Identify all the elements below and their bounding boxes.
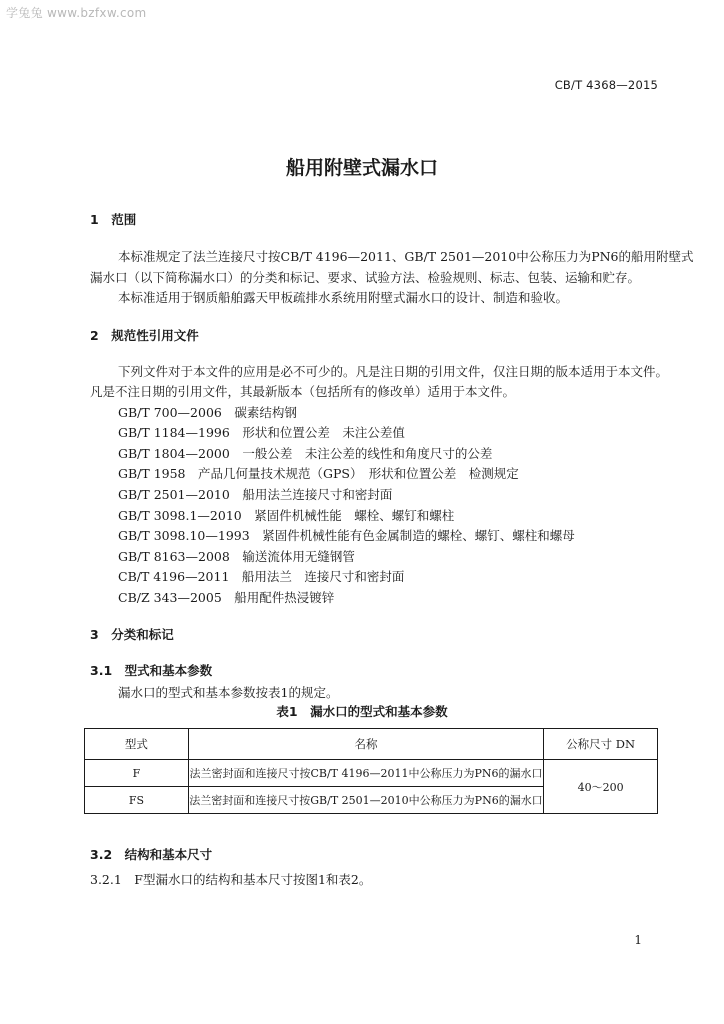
page-number: 1	[634, 933, 642, 947]
reference-item: GB/T 1958 产品几何量技术规范（GPS） 形状和位置公差 检测规定	[118, 466, 519, 481]
reference-item: GB/T 3098.10—1993 紧固件机械性能有色金属制造的螺栓、螺钉、螺柱和螺母	[118, 528, 575, 543]
scope-paragraph-line-2: 漏水口（以下简称漏水口）的分类和标记、要求、试验方法、检验规则、标志、包装、运输和贮存。	[90, 270, 641, 285]
watermark: 学兔兔 www.bzfxw.com	[6, 6, 147, 20]
section-2-heading: 2 规范性引用文件	[90, 328, 199, 343]
table-cell-name: 法兰密封面和连接尺寸按CB/T 4196—2011中公称压力为PN6的漏水口	[188, 760, 543, 787]
table-header-cell: 公称尺寸 DN	[544, 729, 658, 760]
reference-item: GB/T 1804—2000 一般公差 未注公差的线性和角度尺寸的公差	[118, 446, 493, 461]
reference-item: GB/T 1184—1996 形状和位置公差 未注公差值	[118, 425, 405, 440]
table-cell-dn: 40～200	[544, 760, 658, 814]
table-cell-type: FS	[85, 787, 189, 814]
standard-number: CB/T 4368—2015	[554, 78, 658, 92]
table-cell-type: F	[85, 760, 189, 787]
reference-item: GB/T 3098.1—2010 紧固件机械性能 螺栓、螺钉和螺柱	[118, 508, 455, 523]
section-3-2-1-text: 3.2.1 F型漏水口的结构和基本尺寸按图1和表2。	[90, 872, 372, 887]
scope-paragraph-line-1: 本标准规定了法兰连接尺寸按CB/T 4196—2011、GB/T 2501—2010中公称压力为PN6的船用附壁式	[118, 249, 694, 264]
table-header-cell: 名称	[188, 729, 543, 760]
section-3-heading: 3 分类和标记	[90, 627, 174, 642]
references-intro-line-1: 下列文件对于本文件的应用是必不可少的。凡是注日期的引用文件，仅注日期的版本适用于本文件。	[118, 364, 669, 379]
reference-item: GB/T 8163—2008 输送流体用无缝钢管	[118, 549, 355, 564]
table-row	[85, 760, 658, 787]
section-3-1-text: 漏水口的型式和基本参数按表1的规定。	[118, 685, 339, 700]
reference-item: CB/T 4196—2011 船用法兰 连接尺寸和密封面	[118, 569, 405, 584]
reference-item: GB/T 2501—2010 船用法兰连接尺寸和密封面	[118, 487, 393, 502]
reference-item: GB/T 700—2006 碳素结构钢	[118, 405, 297, 420]
scope-paragraph-2: 本标准适用于钢质船舶露天甲板疏排水系统用附壁式漏水口的设计、制造和验收。	[118, 290, 569, 305]
table-header-cell: 型式	[85, 729, 189, 760]
table-1	[84, 728, 658, 814]
section-1-heading: 1 范围	[90, 212, 137, 227]
section-3-1-heading: 3.1 型式和基本参数	[90, 663, 213, 678]
references-intro-line-2: 凡是不注日期的引用文件，其最新版本（包括所有的修改单）适用于本文件。	[90, 384, 516, 399]
table-1-caption: 表1 漏水口的型式和基本参数	[276, 704, 448, 719]
section-3-2-heading: 3.2 结构和基本尺寸	[90, 847, 213, 862]
reference-item: CB/Z 343—2005 船用配件热浸镀锌	[118, 590, 335, 605]
page-title: 船用附壁式漏水口	[285, 157, 438, 179]
table-header-row	[85, 729, 658, 760]
table-cell-name: 法兰密封面和连接尺寸按GB/T 2501—2010中公称压力为PN6的漏水口	[188, 787, 543, 814]
